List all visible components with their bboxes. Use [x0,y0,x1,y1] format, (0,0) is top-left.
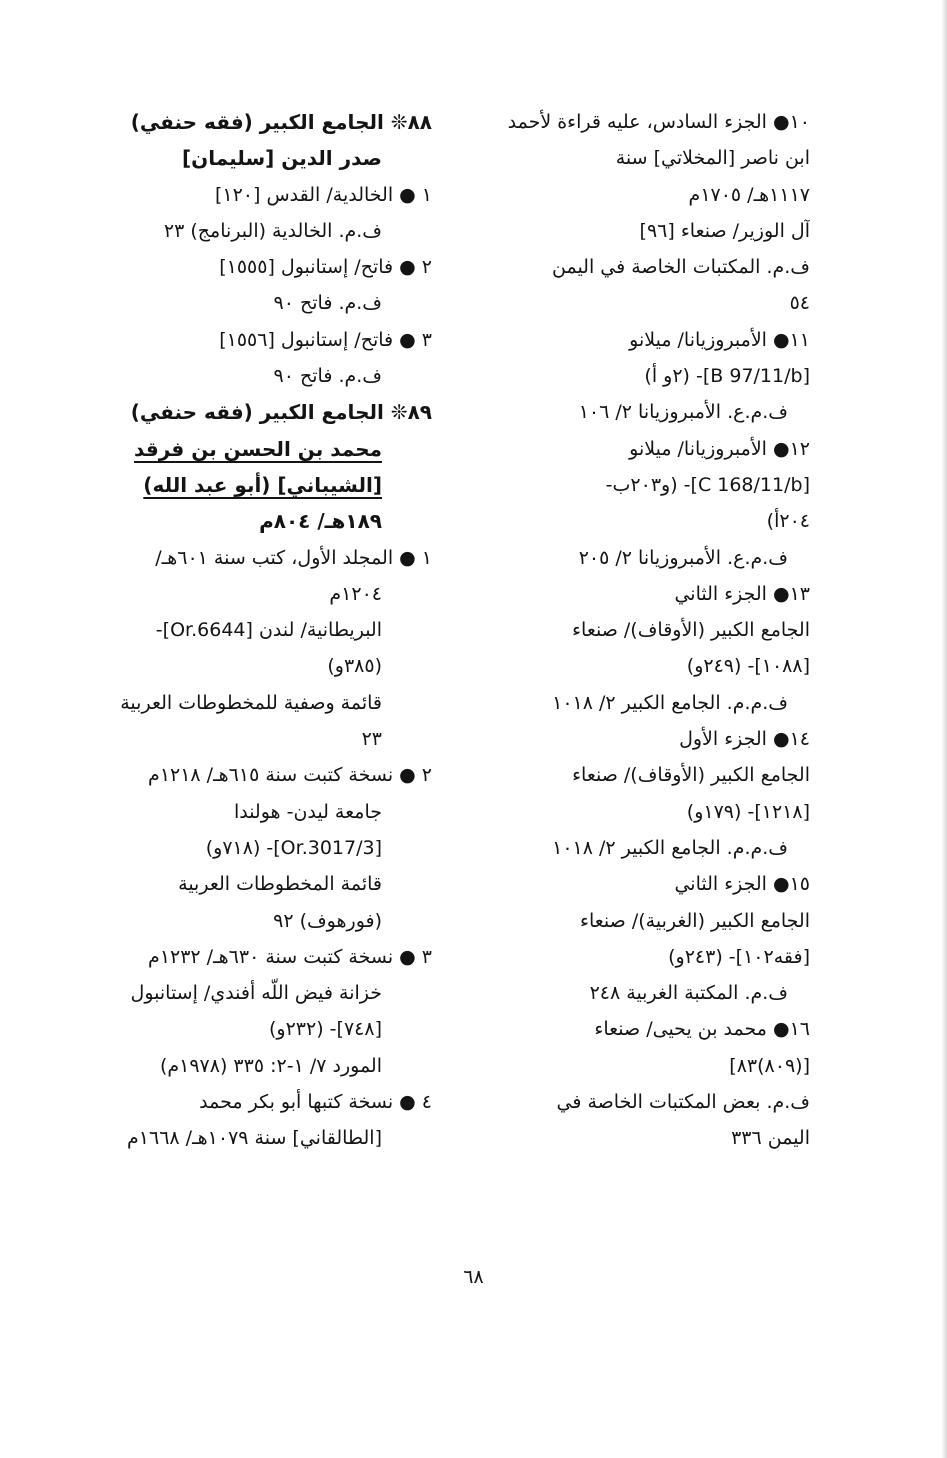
left-column-line: ف.م. الخالدية (البرنامج) ٢٣ [163,219,382,242]
right-column-line: ١٢● الأمبروزيانا/ ميلانو [629,437,810,460]
left-column-line: ٤ ● نسخة كتبها أبو بكر محمد [199,1091,432,1114]
left-column-line: ٣ ● نسخة كتبت سنة ٦٣٠هـ/ ١٢٣٢م [148,945,432,968]
right-column-line: ف.م.م. الجامع الكبير ٢/ ١٠١٨ [552,691,788,714]
left-column-line: ١ ● الخالدية/ القدس [١٢٠] [214,183,432,206]
right-column-line: ١٠● الجزء السادس، عليه قراءة لأحمد [507,111,810,133]
left-column-line: ٢٣ [361,728,382,751]
left-column-line: [٧٤٨]- (٢٣٢و) [269,1018,382,1041]
right-column-line: ١٣● الجزء الثاني [674,582,810,605]
scan-edge-shadow [941,0,947,1458]
right-column-line: [C 168/11/b]- (و٢٠٣ب- [605,473,810,496]
right-column-line: ١٤● الجزء الأول [679,728,810,751]
left-column-line: [الشيباني] (أبو عبد الله) [143,472,382,497]
left-column-line: (٣٨٥و) [327,655,382,678]
right-column [470,104,810,1157]
right-column-line: الجامع الكبير (الأوقاف)/ صنعاء [572,764,810,787]
right-column-line: ٢٠٤أ) [766,510,810,533]
right-column-line: ١٥● الجزء الثاني [674,873,810,896]
left-column-line: ف.م. فاتح ٩٠ [273,292,382,315]
left-column-line: (فورهوف) ٩٢ [273,909,382,932]
left-column-line: المورد ٧/ ١-٢: ٣٣٥ (١٩٧٨م) [159,1054,382,1077]
right-column-line: [B 97/11/b]- (٢و أ) [644,365,810,388]
right-column-line: [فقه١٠٢]- (٢٤٣و) [668,945,810,968]
left-column-line: ٨٨❊ الجامع الكبير (فقه حنفي) [130,110,432,134]
left-column-line: ١٢٠٤م [329,582,382,605]
right-column-line: [١٠٨٨]- (٢٤٩و) [686,655,810,678]
right-column-line: ف.م. بعض المكتبات الخاصة في [556,1091,810,1114]
right-column-line: ٥٤ [789,292,810,315]
left-column-line: [الطالقاني] سنة ١٠٧٩هـ/ ١٦٦٨م [127,1127,382,1150]
left-column-line: صدر الدين [سليمان] [181,146,382,171]
right-column-line: الجامع الكبير (الغربية)/ صنعاء [580,909,810,932]
right-column-line: الجامع الكبير (الأوقاف)/ صنعاء [572,619,810,642]
right-column-line: ف.م.ع. الأمبروزيانا ٢/ ٢٠٥ [578,546,788,569]
right-column-line: [١٢١٨]- (١٧٩و) [686,800,810,823]
left-column-line: خزانة فيض اللّه أفندي/ إستانبول [130,982,382,1005]
left-column-line: قائمة المخطوطات العربية [178,873,382,896]
right-column-line: ١٦● محمد بن يحيى/ صنعاء [594,1018,810,1041]
left-column-line: ٢ ● فاتح/ إستانبول [١٥٥٥] [219,256,432,279]
right-column-line: ١١● الأمبروزيانا/ ميلانو [629,328,810,351]
right-column-line: آل الوزير/ صنعاء [٩٦] [639,219,810,242]
left-column-line: قائمة وصفية للمخطوطات العربية [120,691,382,714]
right-column-line: ١١١٧هـ/ ١٧٠٥م [688,183,810,206]
right-column-line: ف.م.ع. الأمبروزيانا ٢/ ١٠٦ [578,401,788,424]
right-column-line: ف.م. المكتبات الخاصة في اليمن [552,256,810,279]
left-column-line: جامعة ليدن- هولندا [233,800,382,823]
left-column-line: ١ ● المجلد الأول، كتب سنة ٦٠١هـ/ [155,546,432,569]
left-column-line: ٢ ● نسخة كتبت سنة ٦١٥هـ/ ١٢١٨م [148,764,432,787]
left-column-line: ٨٩❊ الجامع الكبير (فقه حنفي) [130,400,432,425]
right-column-line: ف.م. المكتبة الغربية ٢٤٨ [589,982,788,1005]
right-column-line: ف.م.م. الجامع الكبير ٢/ ١٠١٨ [552,836,788,859]
left-column-line: محمد بن الحسن بن فرقد [134,436,382,461]
page-number: ٦٨ [463,1266,484,1288]
left-column-line: ٣ ● فاتح/ إستانبول [١٥٥٦] [219,328,432,351]
right-column-line: [(٨٠٩)٨٣] [729,1054,810,1077]
right-column-line: اليمن ٣٣٦ [731,1127,810,1150]
left-column-line: [Or.3017/3]- (٧١٨و) [205,836,382,859]
left-column [92,104,432,1157]
left-column-line: ١٨٩هـ/ ٨٠٤م [259,509,382,534]
left-column-line: ف.م. فاتح ٩٠ [273,365,382,388]
right-column-line: ابن ناصر [المخلاتي] سنة [615,147,810,170]
left-column-line: البريطانية/ لندن [Or.6644]- [155,619,382,642]
